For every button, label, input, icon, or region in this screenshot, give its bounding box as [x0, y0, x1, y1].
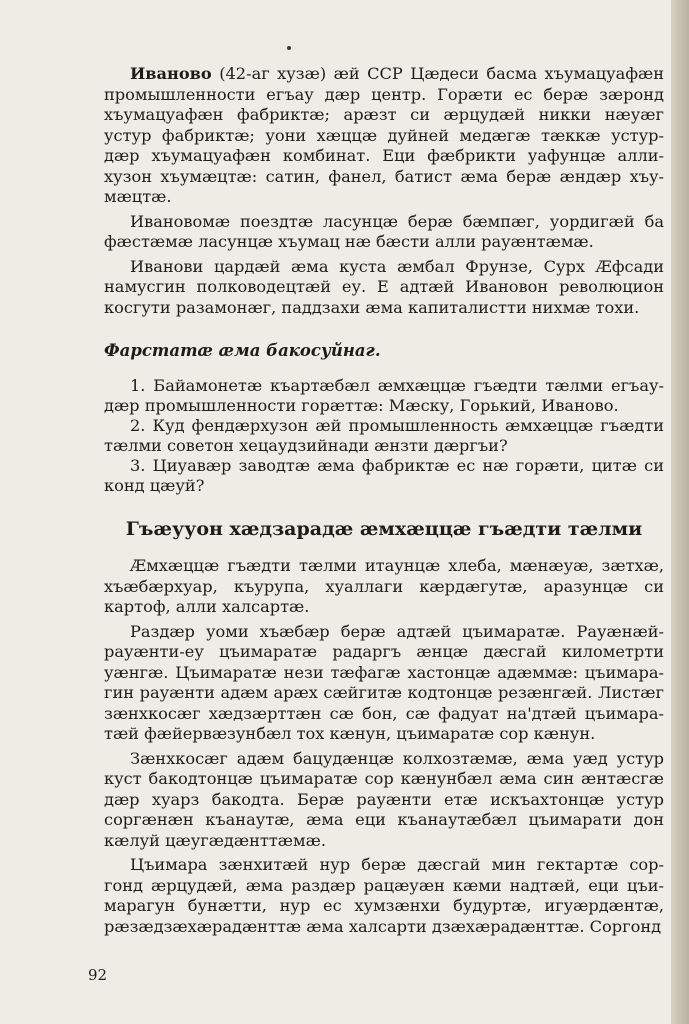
- question-item: 3. Циуавæр заводтæ æма фабриктæ ес нæ горæти, цитæ си конд цæуй?: [104, 456, 664, 495]
- question-item: 2. Куд фендæрхузон æй промышленность æмхæццæ гъæдти тæлми советон хецаудзийнади æнзти дæргъи?: [104, 416, 664, 455]
- paragraph-kolkhoz: Зæнхкосæг адæм бацудæнцæ колхозтæмæ, æма уæд устур куст бакодтонцæ цъимаратæ сор кæнунбæл æма син æнтæсгæ дæр хуарз бакодта. Берæ рауæнти етæ искъахтонцæ устур соргæнæн къанаутæ, æма еци къанаутæбæл цъимарати дон кæлуй цæугæдæнттæмæ.: [104, 748, 664, 850]
- paragraph-frunze: Иванови цардæй æма куста æмбал Фрунзе, Сурх Æфсади намусгин полководецтæй еу. Е адтæй Ивановон революцион косгути разамонæг, паддзахи æма капиталистти нихмæ тохи.: [104, 256, 664, 317]
- exercise-heading: Фарстатæ æма бакосуйнаг.: [104, 341, 381, 360]
- paragraph-lead-word: Иваново: [130, 64, 212, 83]
- page-edge-shadow: [671, 0, 689, 1024]
- page-number: 92: [88, 966, 108, 984]
- paragraph-ivanovo-text: (42-аг хузæ) æй ССР Цæдеси басма хъумацуафæн промышленности егъау дæр центр. Горæти ес берæ зæронд хъумацуафæн фабриктæ; арæзт си æрцудæй никки нæуæг устур фабриктæ; уони хæццæ дуйней медæгæ тæккæ устур- дæр хъумацуафæн комбинат. Еци фæбрикти уафунцæ алли- хузон хъумæцтæ: сатин, фанел, батист æма берæ æндæр хъу- мæцтæ.: [104, 64, 664, 206]
- paragraph-crops: Æмхæццæ гъæдти тæлми итаунцæ хлеба, мæнæуæ, зæтхæ, хъæбæрхуар, къурупа, хуаллаги кæрдæгутæ, аразунцæ си картоф, алли халсартæ.: [104, 556, 664, 616]
- question-item: 1. Байамонетæ къартæбæл æмхæццæ гъæдти тæлми егъау- дæр промышленности горæттæ: Мæску, Горький, Иваново.: [104, 376, 664, 415]
- paragraph-swamps: Раздæр уоми хъæбæр берæ адтæй цъимаратæ. Рауæнæй- рауæнти-еу цъимаратæ радаргъ æнцæ дæсгай километрти уæнгæ. Цъимаратæ нези тæфагæ хастонцæ адæммæ: цъимара- гин рауæнти адæм арæх сæйгитæ кодтонцæ резæнгæй. Листæг зæнхкосæг хæдзæрттæн сæ бон, сæ фадуат на'дтæй цъимара- тæй фæйервæзунбæл тох кæнун, цъимаратæ сор кæнун.: [104, 621, 664, 743]
- paragraph-ivanovo: [104, 64, 664, 208]
- paragraph-drained-land: Цъимара зæнхитæй нур берæ дæсгай мин гектартæ сор- гонд æрцудæй, æма раздæр рацæуæн кæми надтæй, еци цъи- марагун бунæтти, нур ес хумзæнхи будуртæ, игуæрдæнтæ, рæзæдзæхæрадæнттæ æма халсарти дзæхæрадæнттæ. Соргонд: [104, 855, 664, 936]
- page-content: [104, 64, 664, 937]
- paragraph-trains: Ивановомæ поездтæ ласунцæ берæ бæмпæг, уордигæй ба фæстæмæ ласунцæ хъумац нæ бæсти алли рауæнтæмæ.: [104, 211, 664, 251]
- question-list: [104, 376, 664, 496]
- section-title: Гъæууон хæдзарадæ æмхæццæ гъæдти тæлми: [125, 518, 643, 540]
- ink-speck: [287, 46, 291, 50]
